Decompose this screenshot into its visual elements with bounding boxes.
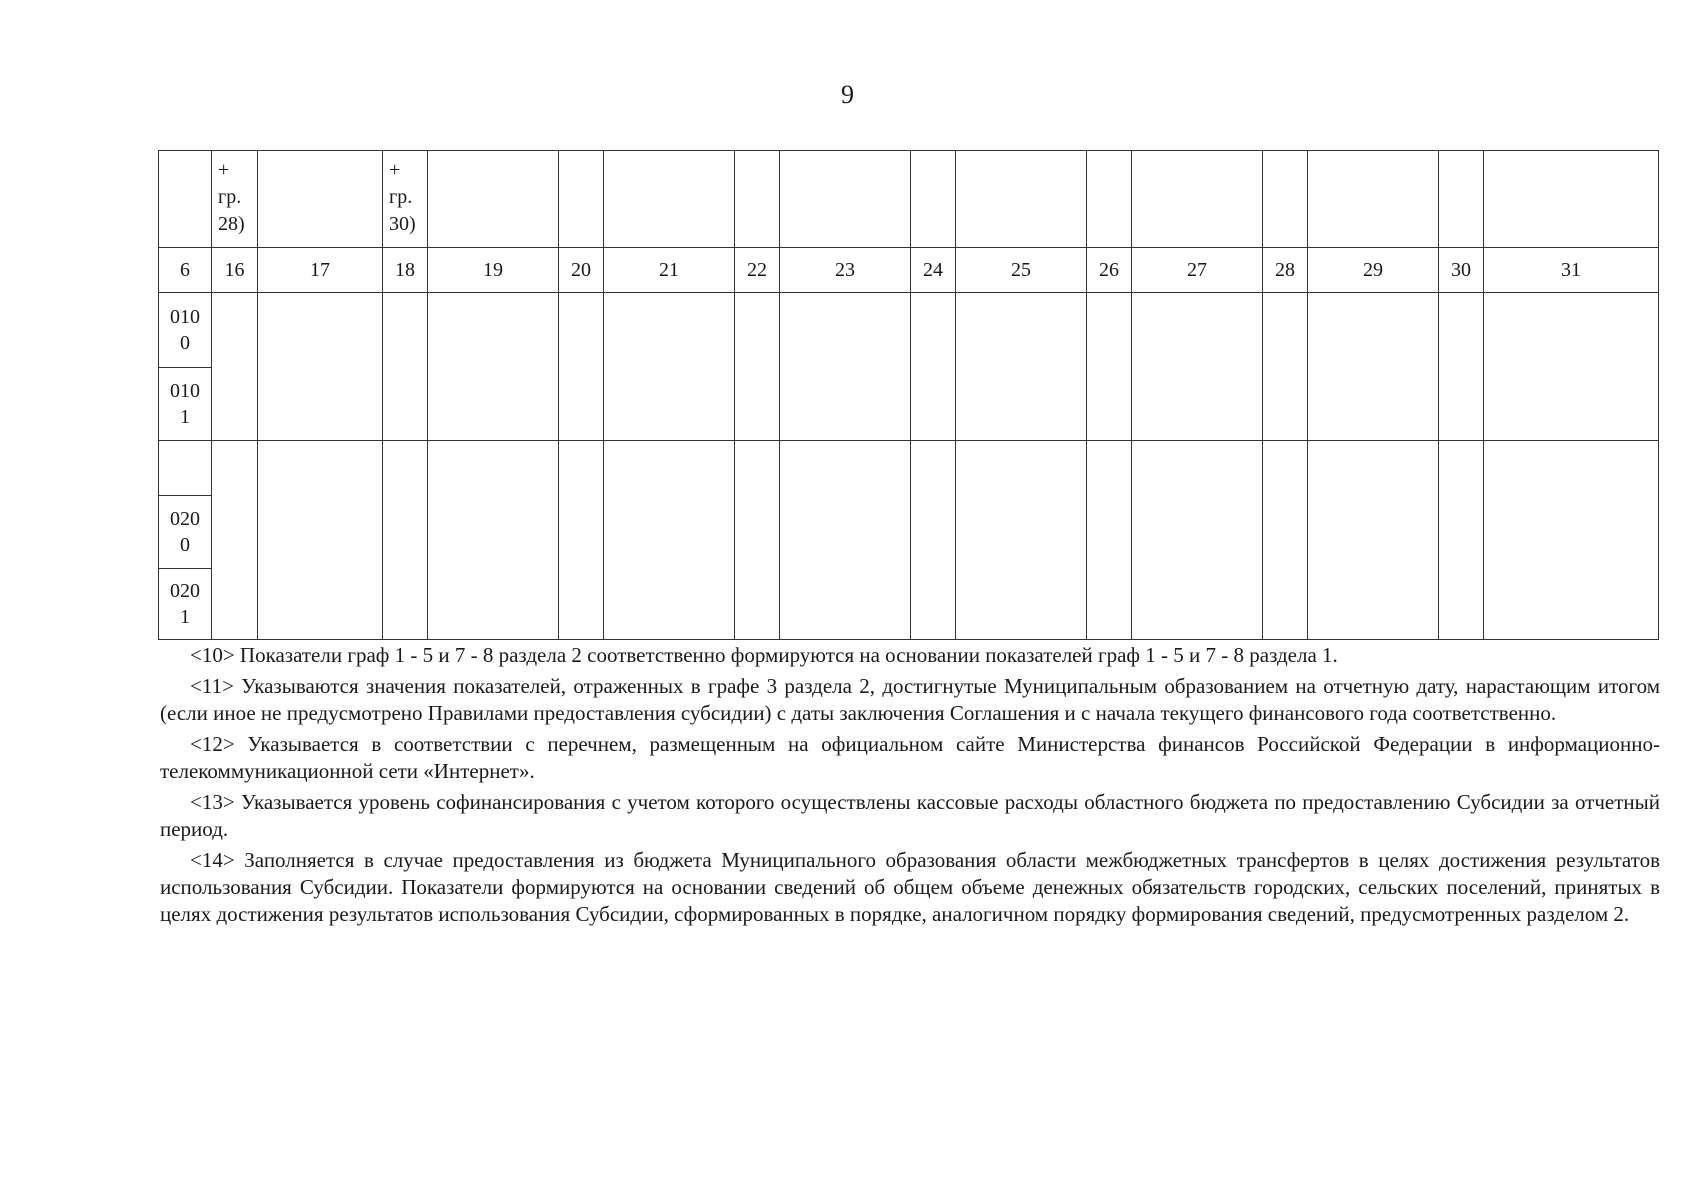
row-code-cell bbox=[159, 293, 212, 368]
header-cell bbox=[1263, 151, 1308, 248]
row-code: 0 bbox=[180, 534, 190, 556]
row-code: 1 bbox=[180, 606, 190, 628]
page-number: 9 bbox=[841, 80, 854, 109]
report-table bbox=[158, 150, 1659, 640]
footnote-13: <13> Указывается уровень софинансирования с учетом которого осуществлены кассовые расходы областного бюджета по предоставлению Субсидии за отчетный период. bbox=[160, 790, 1660, 841]
column-number: 30 bbox=[1439, 248, 1484, 293]
row-code: 010 bbox=[170, 380, 200, 402]
header-cell-16: + гр. 28) bbox=[212, 151, 258, 248]
row-code-cell bbox=[159, 569, 212, 640]
row-code: 0 bbox=[180, 332, 190, 354]
header-cell bbox=[1308, 151, 1439, 248]
header-cell bbox=[735, 151, 780, 248]
column-number: 16 bbox=[212, 248, 258, 293]
column-number: 20 bbox=[559, 248, 604, 293]
footnote-11: <11> Указываются значения показателей, отраженных в графе 3 раздела 2, достигнутые Муниципальным образованием на отчетную дату, нарастающим итогом (если иное не предусмотрено Правилами предоставления субсидии) с даты заключения Соглашения и с начала текущего финансового года соответственно. bbox=[160, 674, 1660, 725]
table-row bbox=[159, 293, 1659, 368]
column-number: 27 bbox=[1132, 248, 1263, 293]
header-cell bbox=[1087, 151, 1132, 248]
footnote-12: <12> Указывается в соответствии с перечнем, размещенным на официальном сайте Министерства финансов Российской Федерации в информационно-телекоммуникационной сети «Интернет». bbox=[160, 732, 1660, 783]
column-number: 6 bbox=[159, 248, 212, 293]
header-cell bbox=[559, 151, 604, 248]
column-number: 25 bbox=[956, 248, 1087, 293]
table-row bbox=[159, 441, 1659, 496]
column-number: 18 bbox=[383, 248, 428, 293]
column-number: 19 bbox=[428, 248, 559, 293]
row-code: 020 bbox=[170, 508, 200, 530]
header-row bbox=[159, 151, 1659, 248]
row-code: 010 bbox=[170, 306, 200, 328]
header-cell bbox=[780, 151, 911, 248]
header-cell bbox=[1484, 151, 1659, 248]
row-code: 1 bbox=[180, 406, 190, 428]
column-number: 24 bbox=[911, 248, 956, 293]
header-cell bbox=[258, 151, 383, 248]
footnote-10: <10> Показатели граф 1 - 5 и 7 - 8 раздела 2 соответственно формируются на основании показателей граф 1 - 5 и 7 - 8 раздела 1. bbox=[190, 643, 1338, 667]
column-number: 31 bbox=[1484, 248, 1659, 293]
header-cell bbox=[911, 151, 956, 248]
row-code: 020 bbox=[170, 580, 200, 602]
header-cell bbox=[604, 151, 735, 248]
row-code-cell bbox=[159, 441, 212, 496]
footnotes bbox=[160, 642, 1660, 932]
column-number-row bbox=[159, 248, 1659, 293]
column-number: 28 bbox=[1263, 248, 1308, 293]
header-cell bbox=[1439, 151, 1484, 248]
footnote-14: <14> Заполняется в случае предоставления из бюджета Муниципального образования области межбюджетных трансфертов в целях достижения результатов использования Субсидии. Показатели формируются на основании сведений об общем объеме денежных обязательств городских, сельских поселений, принятых в целях достижения результатов использования Субсидии, сформированных в порядке, аналогичном порядку формирования сведений, предусмотренных разделом 2. bbox=[160, 848, 1660, 926]
header-cell bbox=[159, 151, 212, 248]
row-code-cell bbox=[159, 368, 212, 441]
column-number: 22 bbox=[735, 248, 780, 293]
column-number: 29 bbox=[1308, 248, 1439, 293]
header-cell bbox=[1132, 151, 1263, 248]
column-number: 26 bbox=[1087, 248, 1132, 293]
column-number: 17 bbox=[258, 248, 383, 293]
column-number: 21 bbox=[604, 248, 735, 293]
row-code-cell bbox=[159, 496, 212, 569]
header-cell bbox=[428, 151, 559, 248]
header-cell-18: + гр. 30) bbox=[383, 151, 428, 248]
column-number: 23 bbox=[780, 248, 911, 293]
header-cell bbox=[956, 151, 1087, 248]
